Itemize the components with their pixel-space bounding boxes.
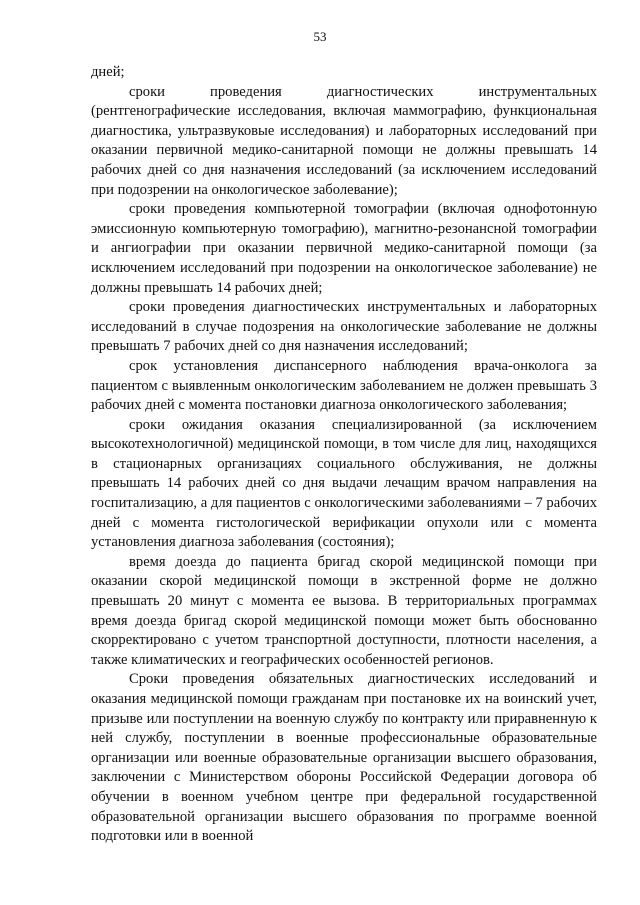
paragraph-6: сроки ожидания оказания специализированной (за исключением высокотехнологичной) медицинской помощи, в том числе для лиц, находящихся в стационарных организациях социального обслуживания, не должны превышать 14 рабочих дней со дня выдачи лечащим врачом направления на госпитализацию, а для пациентов с онкологическими заболеваниями – 7 рабочих дней с момента гистологической верификации опухоли или с момента установления диагноза заболевания (состояния); [91,416,597,551]
paragraph-3: сроки проведения компьютерной томографии (включая однофотонную эмиссионную компьютерную томографию), магнитно-резонансной томографии и ангиографии при оказании первичной медико-санитарной помощи (за исключением исследований при подозрении на онкологическое заболевание) не должны превышать 14 рабочих дней; [91,201,597,296]
paragraph-8: Сроки проведения обязательных диагностических исследований и оказания медицинской помощи гражданам при постановке их на воинский учет, призыве или поступлении на военную службу по контракту или приравненную к ней службу, поступлении в военные профессиональные образовательные организации или военные образовательные организации высшего образования, заключении с Министерством обороны Российской Федерации договора об обучении в военном учебном центре при федеральной государственной образовательной организации высшего образования по программе военной подготовки или в военной [91,671,597,845]
body-text [91,63,597,847]
paragraph-1: дней; [91,64,125,80]
paragraph-2: сроки проведения диагностических инструментальных (рентгенографические исследования, включая маммографию, функциональная диагностика, ультразвуковые исследования) и лабораторных исследований при оказании первичной медико-санитарной помощи не должны превышать 14 рабочих дней со дня назначения исследований (за исключением исследований при подозрении на онкологическое заболевание); [91,83,597,198]
paragraph-4: сроки проведения диагностических инструментальных и лабораторных исследований в случае подозрения на онкологические заболевание не должны превышать 7 рабочих дней со дня назначения исследований; [91,299,597,355]
paragraph-5: срок установления диспансерного наблюдения врача-онколога за пациентом с выявленным онкологическим заболеванием не должен превышать 3 рабочих дней с момента постановки диагноза онкологического заболевания; [91,357,597,414]
page-number: 53 [313,29,327,44]
paragraph-7: время доезда до пациента бригад скорой медицинской помощи при оказании скорой медицинской помощи в экстренной форме не должно превышать 20 минут с момента ее вызова. В территориальных программах время доезда бригад скорой медицинской помощи может быть обоснованно скорректировано с учетом транспортной доступности, плотности населения, а также климатических и географических особенностей регионов. [91,553,597,668]
